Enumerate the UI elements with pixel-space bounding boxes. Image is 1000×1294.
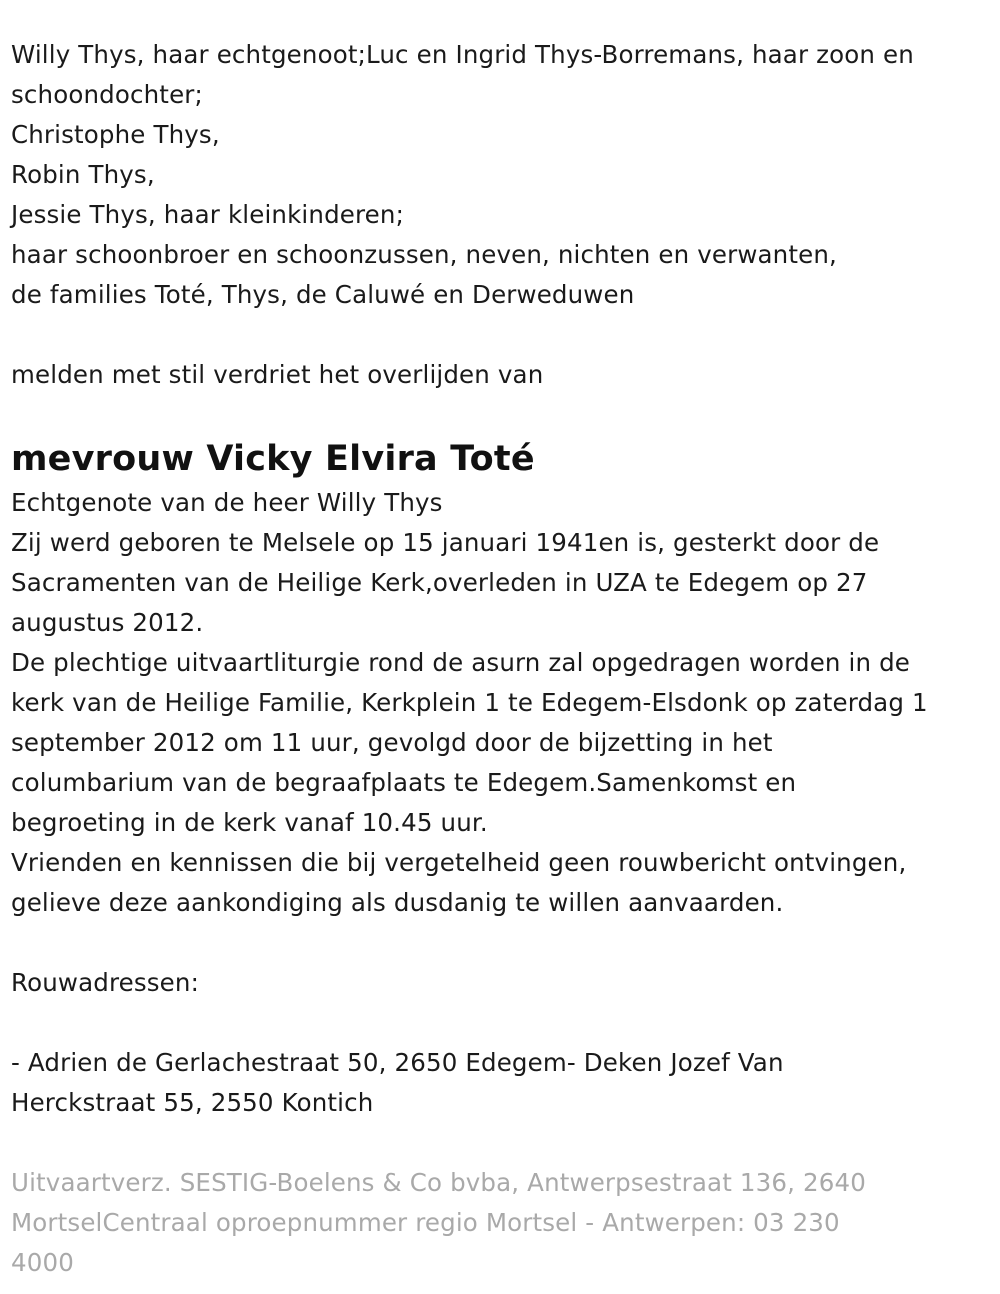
addresses-list xyxy=(11,1043,991,1123)
family-line: Willy Thys, haar echtgenoot;Luc en Ingrid Thys-Borremans, haar zoon en xyxy=(11,40,914,69)
spacer xyxy=(11,1003,991,1043)
addresses-heading: Rouwadressen: xyxy=(11,968,199,997)
family-list xyxy=(11,35,991,315)
announcement-text: melden met stil verdriet het overlijden van xyxy=(11,360,544,389)
detail-line: columbarium van de begraafplaats te Edegem.Samenkomst en xyxy=(11,768,797,797)
spacer xyxy=(11,1123,991,1163)
family-line: Christophe Thys, xyxy=(11,120,220,149)
detail-line: Echtgenote van de heer Willy Thys xyxy=(11,488,443,517)
spacer xyxy=(11,395,991,435)
family-line: haar schoonbroer en schoonzussen, neven, nichten en verwanten, xyxy=(11,240,837,269)
address-line: - Adrien de Gerlachestraat 50, 2650 Edegem- Deken Jozef Van xyxy=(11,1048,784,1077)
detail-line: Vrienden en kennissen die bij vergetelheid geen rouwbericht ontvingen, xyxy=(11,848,907,877)
footer-line: Uitvaartverz. SESTIG-Boelens & Co bvba, Antwerpsestraat 136, 2640 xyxy=(11,1168,866,1197)
detail-line: Sacramenten van de Heilige Kerk,overleden in UZA te Edegem op 27 xyxy=(11,568,868,597)
detail-line: begroeting in de kerk vanaf 10.45 uur. xyxy=(11,808,488,837)
deceased-details xyxy=(11,483,991,923)
funeral-home-footer xyxy=(11,1163,991,1283)
detail-line: Zij werd geboren te Melsele op 15 januari 1941en is, gesterkt door de xyxy=(11,528,880,557)
detail-line: augustus 2012. xyxy=(11,608,204,637)
detail-line: kerk van de Heilige Familie, Kerkplein 1 te Edegem-Elsdonk op zaterdag 1 xyxy=(11,688,928,717)
spacer xyxy=(11,315,991,355)
family-line: Robin Thys, xyxy=(11,160,155,189)
obituary-notice xyxy=(11,35,991,1283)
family-line: de families Toté, Thys, de Caluwé en Derweduwen xyxy=(11,280,635,309)
footer-line: MortselCentraal oproepnummer regio Mortsel - Antwerpen: 03 230 xyxy=(11,1208,840,1237)
address-line: Herckstraat 55, 2550 Kontich xyxy=(11,1088,374,1117)
detail-line: gelieve deze aankondiging als dusdanig te willen aanvaarden. xyxy=(11,888,784,917)
family-line: Jessie Thys, haar kleinkinderen; xyxy=(11,200,404,229)
family-line: schoondochter; xyxy=(11,80,203,109)
detail-line: De plechtige uitvaartliturgie rond de asurn zal opgedragen worden in de xyxy=(11,648,911,677)
footer-line: 4000 xyxy=(11,1248,74,1277)
deceased-name: mevrouw Vicky Elvira Toté xyxy=(11,439,535,479)
detail-line: september 2012 om 11 uur, gevolgd door de bijzetting in het xyxy=(11,728,773,757)
spacer xyxy=(11,923,991,963)
